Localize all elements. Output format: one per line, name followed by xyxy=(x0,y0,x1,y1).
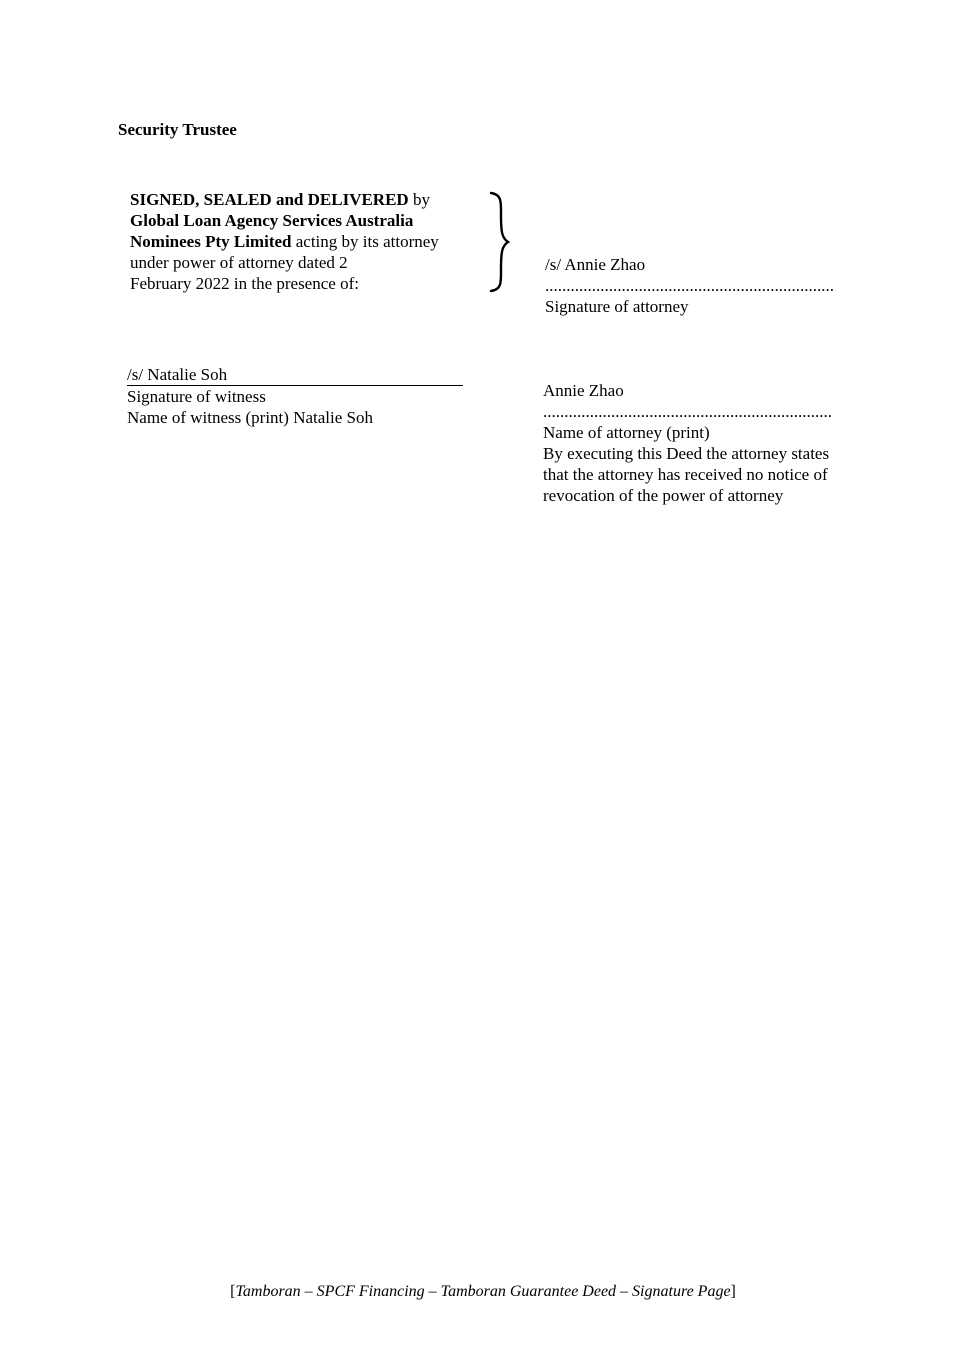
witness-name-line xyxy=(127,407,467,428)
execution-clause-line xyxy=(130,210,475,231)
execution-clause-bold-text: Global Loan Agency Services Australia xyxy=(130,211,414,230)
footer-text: Tamboran – SPCF Financing – Tamboran Guarantee Deed – Signature Page xyxy=(235,1283,731,1300)
attorney-name-dotted-line: .................................................................... xyxy=(543,402,832,421)
footer-bracket-close: ] xyxy=(730,1283,736,1300)
execution-clause xyxy=(130,189,475,294)
execution-clause-regular-text: acting by its attorney xyxy=(291,232,439,251)
party-heading: Security Trustee xyxy=(118,120,237,139)
witness-block xyxy=(127,364,467,428)
curly-brace-icon xyxy=(488,191,510,293)
execution-clause-regular-text: by xyxy=(408,190,430,209)
footer-bracket-open: [ xyxy=(230,1283,236,1300)
attorney-statement-line: that the attorney has received no notice of xyxy=(543,465,828,484)
witness-signature-value: /s/ Natalie Soh xyxy=(127,364,463,386)
witness-name-label: Name of witness (print) xyxy=(127,408,289,427)
attorney-name-value: Annie Zhao xyxy=(543,381,624,400)
attorney-statement-line: revocation of the power of attorney xyxy=(543,486,784,505)
attorney-statement-line: By executing this Deed the attorney states xyxy=(543,444,830,463)
witness-signature-label: Signature of witness xyxy=(127,387,266,406)
attorney-signature-label: Signature of attorney xyxy=(545,297,689,316)
witness-name-value: Natalie Soh xyxy=(293,408,373,427)
page-footer xyxy=(0,1282,966,1302)
execution-clause-bold-text: Nominees Pty Limited xyxy=(130,232,292,251)
execution-clause-bold-text: SIGNED, SEALED and DELIVERED xyxy=(130,190,409,209)
attorney-signature-value: /s/ Annie Zhao xyxy=(545,255,646,274)
execution-clause-line xyxy=(130,189,475,210)
attorney-name-label: Name of attorney (print) xyxy=(543,423,710,442)
execution-clause-line xyxy=(130,231,475,252)
execution-clause-line: February 2022 in the presence of: xyxy=(130,274,359,293)
execution-clause-line: under power of attorney dated 2 xyxy=(130,253,348,272)
attorney-name-block xyxy=(543,380,853,506)
attorney-signature-block xyxy=(545,254,837,317)
attorney-signature-dotted-line: .................................................................... xyxy=(545,276,834,295)
